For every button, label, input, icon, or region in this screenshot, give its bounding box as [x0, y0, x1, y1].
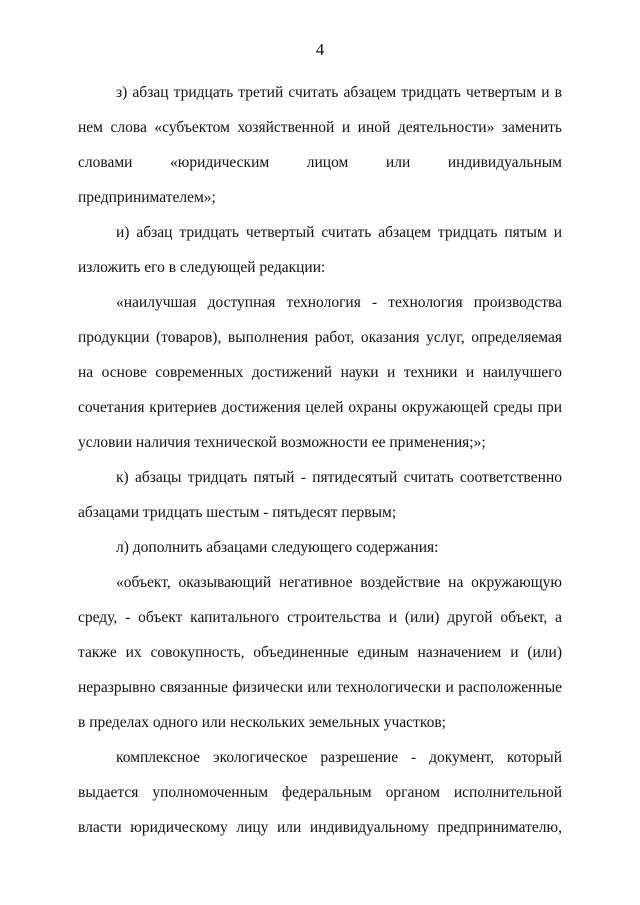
paragraph-object-definition: «объект, оказывающий негативное воздействие на окружающую среду, - объект капитального строительства и (или) другой объект, а также их совокупность, объединенные единым назначением и (или) неразрывно связанные физически или технологически и расположенные в пределах одного или нескольких земельных участков;	[78, 574, 562, 731]
paragraph-i: и) абзац тридцать четвертый считать абзацем тридцать пятым и изложить его в следующей редакции:	[78, 224, 562, 276]
paragraph-complex-permit: комплексное экологическое разрешение - документ, который выдается уполномоченным федеральным органом исполнительной власти юридическому лицу или индивидуальному предпринимателю,	[78, 749, 562, 836]
document-body	[78, 75, 562, 845]
paragraph-k: к) абзацы тридцать пятый - пятидесятый считать соответственно абзацами тридцать шестым - пятьдесят первым;	[78, 469, 562, 521]
paragraph-best-technology: «наилучшая доступная технология - технология производства продукции (товаров), выполнения работ, оказания услуг, определяемая на основе современных достижений науки и техники и наилучшего сочетания критериев достижения целей охраны окружающей среды при условии наличия технической возможности ее применения;»;	[78, 294, 562, 451]
page-number: 4	[315, 40, 325, 59]
paragraph-l: л) дополнить абзацами следующего содержания:	[116, 539, 439, 556]
paragraph-z: з) абзац тридцать третий считать абзацем тридцать четвертым и в нем слова «субъектом хозяйственной и иной деятельности» заменить словами «юридическим лицом или индивидуальным предпринимателем»;	[78, 84, 562, 206]
